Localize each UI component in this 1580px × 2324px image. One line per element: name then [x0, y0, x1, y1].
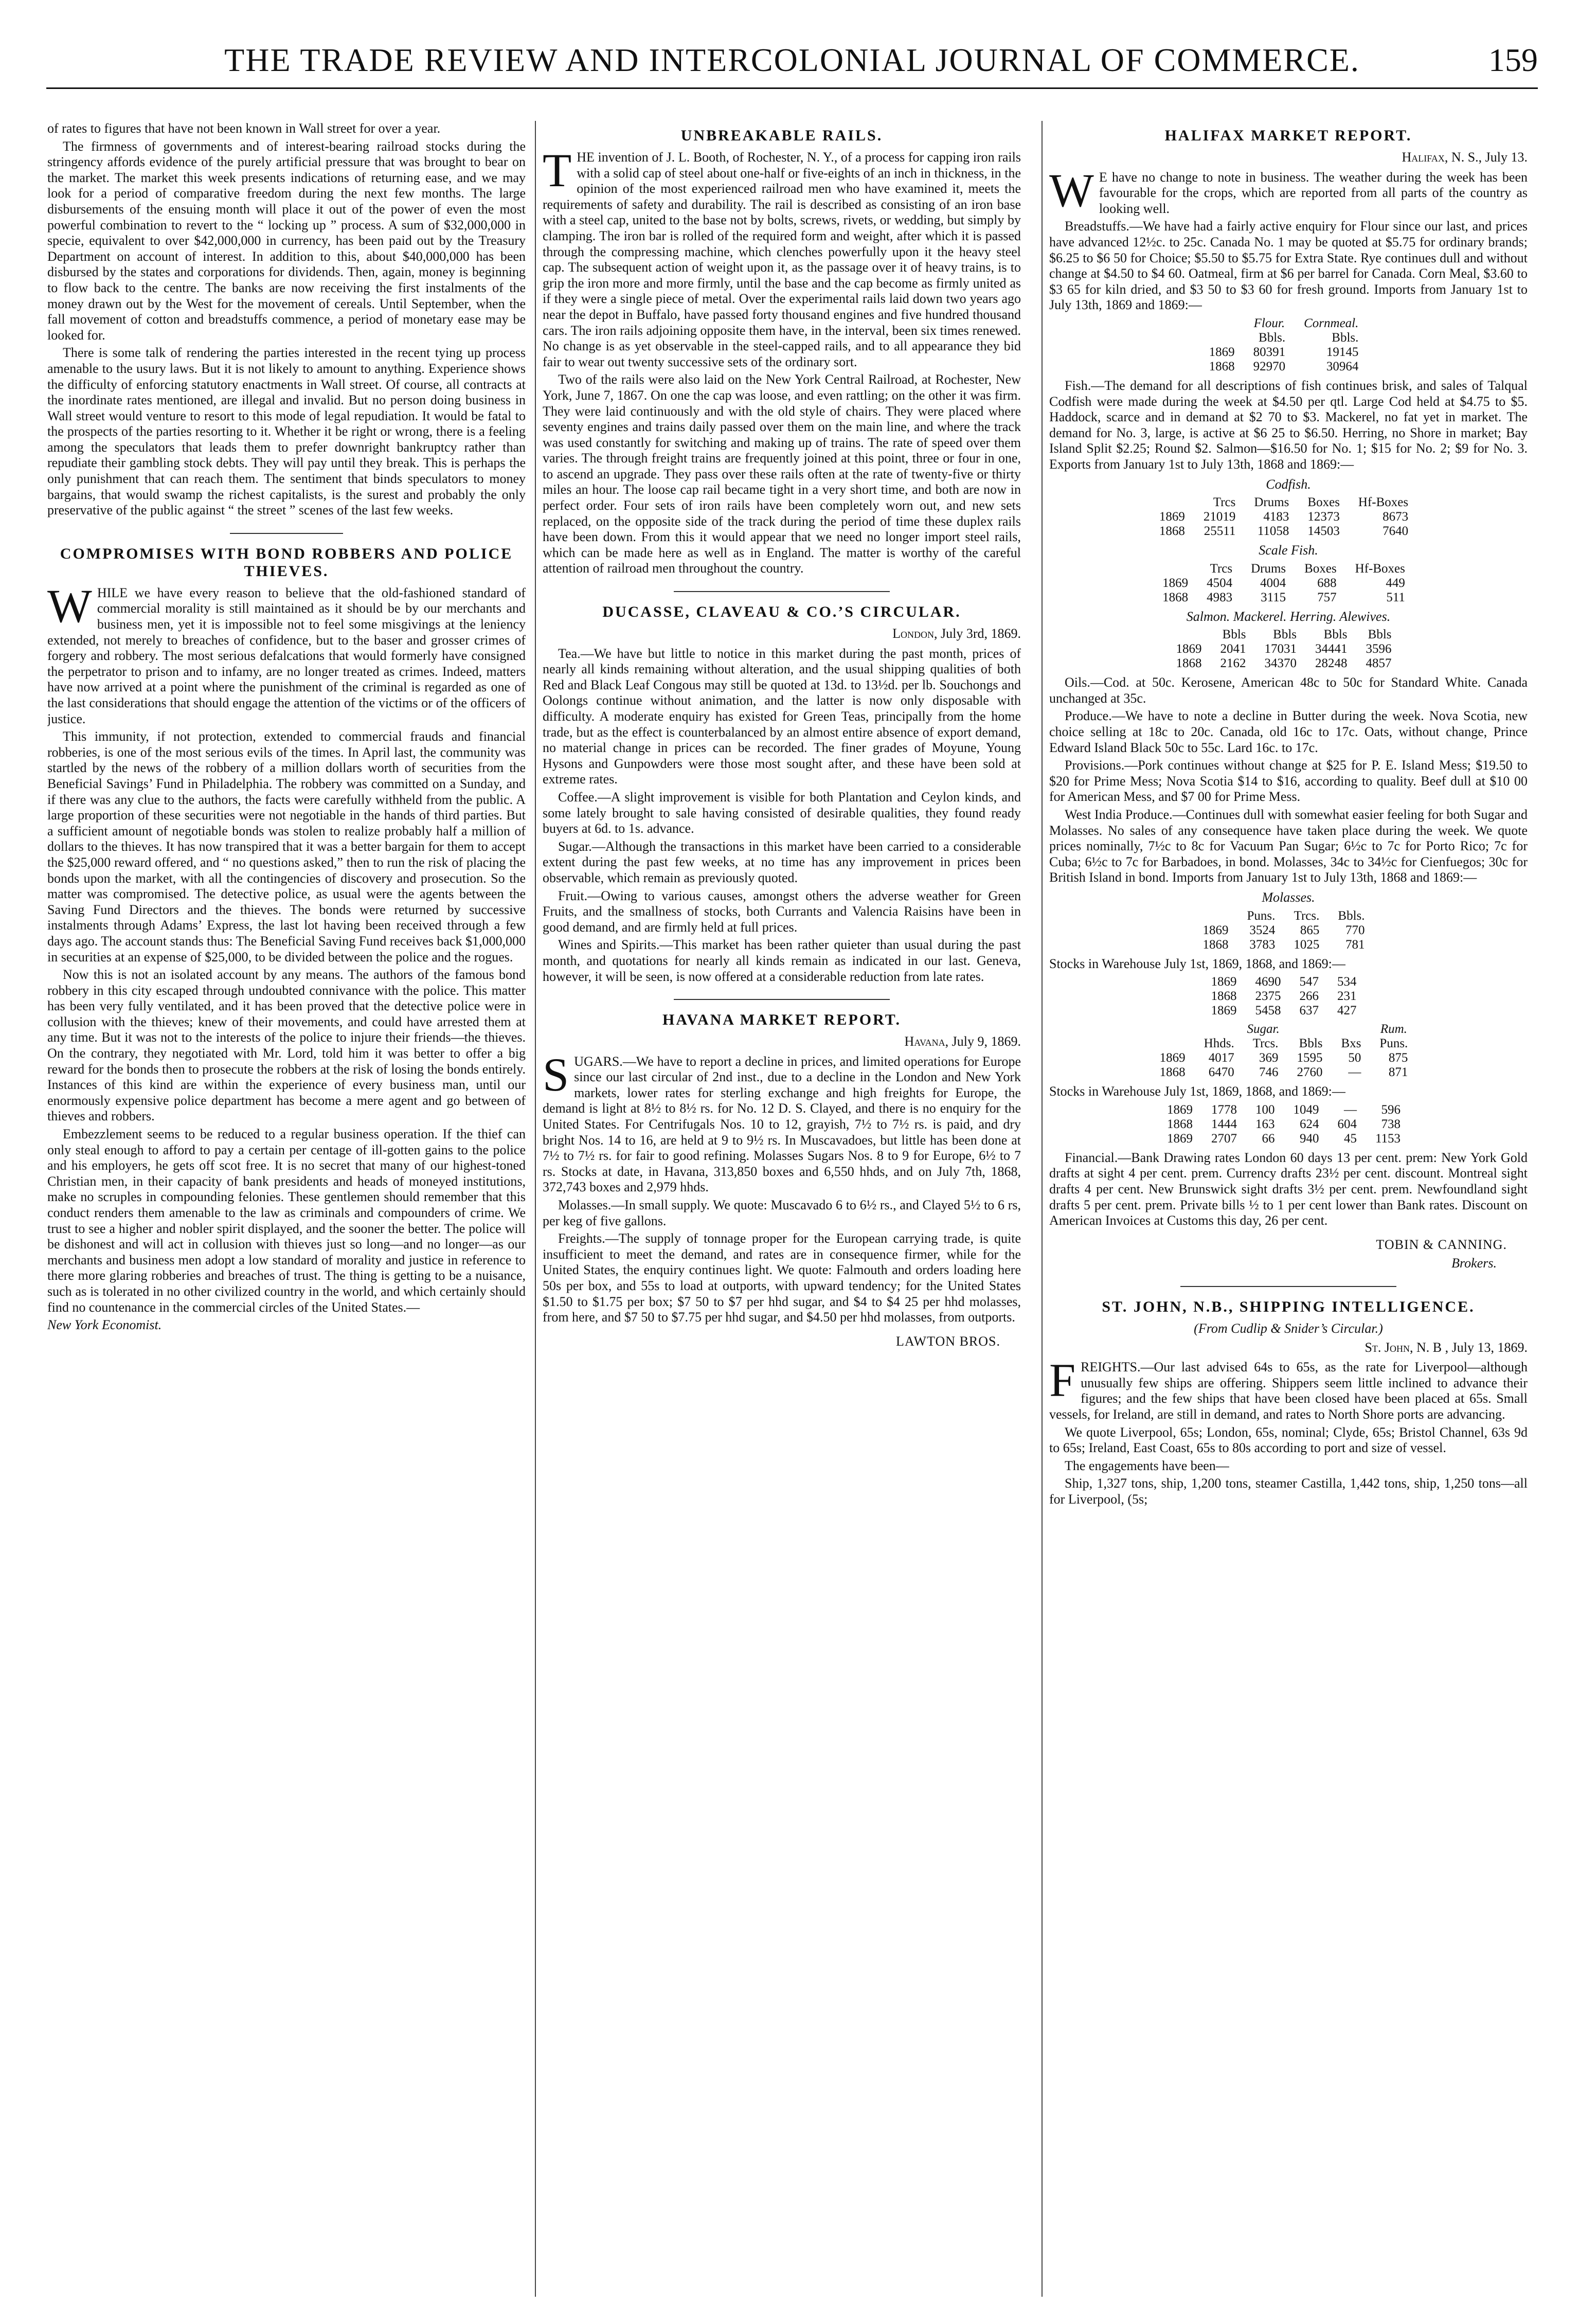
table-row [1159, 524, 1417, 539]
table-header: Boxes [1307, 495, 1340, 510]
table-row [1160, 1051, 1417, 1065]
paragraph: WE have no change to note in business. The weather during the week has been favourable for the crops, which are reported from all parts of the country as looking well. [1049, 164, 1528, 217]
table-cell: 511 [1386, 590, 1405, 604]
table-cell: 1868 [1202, 937, 1229, 952]
table-header: Hf-Boxes [1358, 495, 1409, 510]
stocks-table-sugar-rum [1167, 1103, 1410, 1146]
paragraph: Tea.—We have but little to notice in this market during the past month, prices of nearly all kinds remaining without alteration, and the usual shipping qualities of both Red and Black Leaf Congous may still be quoted at 13d. to 13½d. per lb. Souchongs and Oolongs continue without animation, and the latter is now only disposable with difficulty. A moderate enquiry has existed for Green Teas, principally from the home trade, but as the effect is counterbalanced by an almost entire absence of export demand, no material change in prices can be recorded. The finer grades of Moyune, Young Hysons and Gunpowders were those most sought after, and these have been sold at extreme rates. [543, 646, 1021, 787]
column-1 [47, 121, 526, 2302]
table-cell: 1869 [1202, 923, 1229, 937]
paragraph: Fruit.—Owing to various causes, amongst others the adverse weather for Green Fruits, and the smallness of stocks, both Currants and Valencia Raisins have been in good demand, and are firmly held at full prices. [543, 888, 1021, 935]
table-header: Drums [1251, 561, 1286, 576]
paragraph: Coffee.—A slight improvement is visible for both Plantation and Ceylon kinds, and some lately brought to sale having consisted of desirable qualities, they found ready buyers at 6d. to 1s. advance. [543, 789, 1021, 836]
table-cell [1209, 331, 1244, 345]
table-cell: 369 [1259, 1051, 1279, 1065]
table-cell: 770 [1345, 923, 1365, 937]
table-cell: 34441 [1315, 642, 1348, 656]
table-row [1167, 1117, 1410, 1132]
table-cell: 28248 [1315, 656, 1348, 671]
table-cell: 940 [1299, 1131, 1319, 1146]
table-header: Bxs [1341, 1036, 1361, 1051]
table-cell: 3596 [1366, 642, 1392, 656]
table-header: Hf-Boxes [1355, 561, 1405, 576]
table-cell: 30964 [1326, 359, 1359, 373]
table-header: Hhds. [1204, 1036, 1234, 1051]
table-cell: 163 [1255, 1117, 1275, 1131]
paragraph: Stocks in Warehouse July 1st, 1869, 1868, and 1869:— [1049, 956, 1345, 971]
table-header: Trcs [1213, 495, 1236, 510]
table-cell: 534 [1337, 975, 1357, 989]
table-header: Flour. [1253, 316, 1285, 330]
table-cell: 4690 [1255, 975, 1281, 989]
dateline [1049, 150, 1528, 166]
dateline [543, 1034, 1021, 1050]
table-cell: — [1343, 1102, 1357, 1117]
table-row [1162, 591, 1414, 605]
imports-table-flour [1209, 316, 1368, 374]
article-heading: HALIFAX MARKET REPORT. [1164, 127, 1412, 144]
table-cell: 596 [1381, 1102, 1401, 1117]
table-cell: 781 [1345, 937, 1365, 952]
dateline-place: Havana, [904, 1034, 949, 1049]
divider [1180, 1286, 1396, 1287]
paragraph: There is some talk of rendering the parties interested in the recent tying up process amenable to the usury laws. But it is not likely to amount to anything. Experience shows the difficulty of enforcing statutory enactments in Wall street. Of course, all contracts at the inordinate rates mentioned, are illegal and invalid. But no person doing business in Wall street would venture to resort to this mode of legal repudiation. It would be fatal to the prospects of the parties resorting to it. Whether it be right or wrong, there is a feeling among the speculators that leads them to prefer downright bankruptcy rather than repudiate their gambling stock debts. They will pay until they break. This is perhaps the only punishment that can reach them. The sentiment that binds speculators to money bargains, that would swamp the richest capitalists, is the surest and probably the only preservative of the public against “ the street ” scenes of the last few weeks. [47, 345, 526, 518]
table-row [1209, 345, 1368, 360]
paragraph: Provisions.—Pork continues without change at $25 for P. E. Island Mess; $19.50 to $20 for Prime Mess; Nova Scotia $14 to $16, according to quality. Beef dull at $10 00 for American Mess, and $7 00 for Prime Mess. [1049, 758, 1528, 805]
paragraph: Two of the rails were also laid on the New York Central Railroad, at Rochester, New York, June 7, 1867. On one the cap was loose, and even rattling; on the other it was firm. They were laid continuously and with the old style of chairs. They were placed where seventy engines and trains daily passed over them on the main line, and where the track was used constantly for switching and making up of trains. The rate of speed over them varies. The through freight trains are frequently joined at this point, three or four in one, to ascend an upgrade. They pass over these rails often at the rate of twenty-five or thirty miles an hour. The loose cap rail became tight in a very short time, and both are now in perfect order. Four sets of iron rails have been completely worn out, and new sets replaced, on the opposite side of the track during the period of time these duplex rails have been down. From this it would appear that we need no longer import steel rails, which can be made here as well as in England. The matter is worthy of the careful attention of railroad men throughout the country. [543, 372, 1021, 576]
table-unit: Bbls. [1259, 330, 1286, 345]
article-heading: DUCASSE, CLAVEAU & CO.’S CIRCULAR. [602, 603, 961, 621]
table-row [1211, 975, 1366, 989]
paragraph: Molasses.—In small supply. We quote: Muscavado 6 to 6½ rs., and Clayed 5½ to 6 rs, per keg of five gallons. [543, 1197, 1021, 1228]
paragraph: West India Produce.—Continues dull with somewhat easier feeling for both Sugar and Molasses. No sales of any consequence have taken place during the week. We quote prices nominally, 7½c to 8c for Vacuum Pan Sugar; 6½c to 7c for Porto Rico; 7c for Cuba; 6½c to 7c for Barbadoes, in bond. Molasses, 34c to 34½c for Cienfuegos; 30c for British Island in bond. Imports from January 1st to July 13th, 1868 and 1869:— [1049, 807, 1528, 885]
dateline-date: N. S., July 13. [1451, 150, 1528, 165]
column-rule [535, 121, 536, 2297]
table-cell: 1868 [1176, 656, 1202, 671]
table-cell: 1868 [1159, 1065, 1186, 1080]
table-cell [1162, 562, 1197, 576]
signature: TOBIN & CANNING. [1376, 1237, 1507, 1252]
paragraph: Embezzlement seems to be reduced to a regular business operation. If the thief can only steal enough to afford to pay a certain per centage of ill-gotten gains to the police and his employers, he gets off scot free. It is no secret that many of our highest-toned Christian men, in their capacity of bank presidents and heads of moneyed institutions, make no scruples in compounding felonies. These gentlemen should remember that this conduct renders them amenable to the law as criminals and compounders of crime. We trust to see a higher and nobler spirit displayed, and the sooner the better. The police will be dishonest and will act in collusion with thieves just so long—and no longer—as our merchants and business men adopt a low standard of morality and justice in reference to there more glaring robberies and breaches of trust. The thing is getting to be a nuisance, such as is tolerated in no other civilized country in the world, and which certainly should find no countenance in the commercial circles of the United States.— [47, 1127, 526, 1315]
table-cell: 1868 [1162, 590, 1189, 604]
paragraph: WHILE we have every reason to believe that the old-fashioned standard of commercial morality is still maintained as it should be by our merchants and business men, yet it is impossible not to feel some misgivings at the leniency extended, not merely to breaches of confidence, but to the baser and grosser crimes of forgery and robbery. The most serious defalcations that would formerly have consigned the perpetrator to prison and to infamy, are no longer treated as crimes. Indeed, matters have now arrived at a point where the punishment of the criminal is regarded as one of the last considerations that should engage the attention of the victims or of the officers of justice. [47, 579, 526, 726]
table-header: Trcs. [1294, 908, 1320, 923]
table-cell: 3783 [1249, 937, 1276, 952]
table-cell: 427 [1337, 1004, 1357, 1018]
table-caption: Codfish. [1266, 476, 1311, 492]
dateline-place: St. John, [1364, 1339, 1413, 1355]
table-cell: 4504 [1207, 576, 1233, 590]
divider [230, 533, 343, 534]
exports-table-salmon-mackerel [1176, 628, 1401, 671]
paragraph: Stocks in Warehouse July 1st, 1869, 1868, and 1869:— [1049, 1084, 1345, 1099]
table-cell: 14503 [1307, 524, 1340, 539]
table-cell: 547 [1299, 975, 1319, 989]
table-cell: 688 [1317, 576, 1337, 590]
table-caption: Molasses. [1262, 890, 1315, 905]
paragraph: Freights.—The supply of tonnage proper for the European carrying trade, is quite insufficient to meet the demand, and rates are in consequence firmer, while for the United States, the enquiry continues light. We quote: Falmouth and orders loading here 50s per box, and 55s to load at outports, with upward tendency; for the United States $1.50 to $1.75 per box; $7 50 to $7 per hhd sugar, and $4 to $4 25 per hhd molasses, from here, and $7 50 to $7.75 per hhd sugar, and $4.50 per hhd molasses, from outports. [543, 1231, 1021, 1325]
paragraph: Produce.—We have to note a decline in Butter during the week. Nova Scotia, new choice selling at 18c to 20c. Canada, old 16c to 17c. Oats, without change, Prince Edward Island Black 50c to 55c. Lard 16c. to 17c. [1049, 708, 1528, 755]
table-cell: 8673 [1382, 510, 1409, 524]
table-cell: 624 [1299, 1117, 1319, 1131]
paragraph: FREIGHTS.—Our last advised 64s to 65s, as the rate for Liverpool—although unusually few ships are offering. Shippers seem little inclined to advance their figures; and the few ships that have been closed have been placed at 65s. Small vessels, for Ireland, are still in demand, and rates to North Shore ports are advancing. [1049, 1354, 1528, 1422]
table-cell: 1025 [1294, 937, 1320, 952]
table-cell: — [1348, 1065, 1361, 1080]
table-cell: 1869 [1166, 1102, 1193, 1117]
table-cell: 757 [1317, 590, 1337, 604]
page-number: 159 [1488, 42, 1538, 78]
table-header: Sugar. [1247, 1022, 1280, 1036]
paragraph: SUGARS.—We have to report a decline in prices, and limited operations for Europe since our last circular of 2nd inst., due to a decline in the London and New York markets, lower rates for sterling exchange and high freights for Europe, the demand is light at 8½ to 8½ rs. for No. 12 D. S. Clayed, and there is no enquiry for the United States. For Centrifugals Nos. 10 to 12, grayish, 7½ to 7½ rs. is paid, and dry bright Nos. 14 to 16, are held at 9 to 9½ rs. In Muscavadoes, but little has been done at 7½ to 7½ rs. for fair to good refining. Molasses Sugars Nos. 8 to 9 for Europe, 6½ to 7 rs. Stocks at date, in Havana, 313,850 boxes and 6,550 hhds, and on July 7th, 1868, 372,743 boxes and 2,979 hhds. [543, 1048, 1021, 1195]
table-cell: 50 [1348, 1051, 1361, 1065]
table-cell: 25511 [1204, 524, 1236, 539]
signature-role: Brokers. [1451, 1256, 1497, 1271]
dateline [1049, 1340, 1528, 1356]
table-cell: 746 [1259, 1065, 1279, 1080]
article-heading: HAVANA MARKET REPORT. [662, 1011, 901, 1029]
table-cell: 3115 [1261, 590, 1286, 604]
dateline-date: July 3rd, 1869. [941, 626, 1021, 641]
table-cell: 4857 [1366, 656, 1392, 671]
table-cell: 1868 [1166, 1117, 1193, 1131]
table-cell: 1595 [1297, 1051, 1323, 1065]
paragraph: We quote Liverpool, 65s; London, 65s, nominal; Clyde, 65s; Bristol Channel, 63s 9d to 65s; Ireland, East Coast, 65s to 80s according to port and size of vessel. [1049, 1424, 1528, 1456]
table-cell: 80391 [1253, 345, 1286, 359]
table-cell: 2375 [1255, 989, 1281, 1004]
dateline-date: July 9, 1869. [951, 1034, 1021, 1049]
table-cell: 1869 [1209, 345, 1235, 359]
paragraph: Ship, 1,327 tons, ship, 1,200 tons, steamer Castilla, 1,442 tons, ship, 1,250 tons—all for Liverpool, (5s; [1049, 1476, 1528, 1507]
table-cell [1209, 316, 1244, 331]
table-cell: 1153 [1375, 1131, 1401, 1146]
table-header: Drums [1254, 495, 1289, 510]
table-row [1167, 1103, 1410, 1117]
paragraph: The engagements have been— [1065, 1458, 1229, 1473]
table-cell: 2041 [1220, 642, 1246, 656]
table-row [1159, 510, 1417, 524]
imports-table-molasses [1203, 909, 1374, 952]
table-cell [1176, 628, 1211, 642]
table-row [1167, 1132, 1410, 1146]
table-cell: 4017 [1208, 1051, 1234, 1065]
column-rule [1042, 121, 1043, 2297]
table-cell: 1869 [1162, 576, 1189, 590]
dateline-date: N. B , July 13, 1869. [1416, 1339, 1528, 1355]
table-cell: 1869 [1166, 1131, 1193, 1146]
table-row [1211, 1004, 1366, 1018]
table-cell: 2707 [1211, 1131, 1237, 1146]
dateline [543, 626, 1021, 642]
table-cell: 1868 [1159, 524, 1185, 539]
table-cell: 19145 [1326, 345, 1359, 359]
table-row [1160, 1065, 1417, 1080]
table-cell: 449 [1386, 576, 1405, 590]
table-row [1203, 923, 1374, 938]
paragraph: Wines and Spirits.—This market has been rather quieter than usual during the past month, and quotations for nearly all kinds remain as indicated in our last. Geneva, however, it will be seen, is now offered at a considerable reduction from late rates. [543, 937, 1021, 984]
table-cell [1159, 495, 1194, 510]
table-cell: 7640 [1382, 524, 1409, 539]
paragraph: of rates to figures that have not been known in Wall street for over a year. [47, 121, 441, 136]
table-cell: 21019 [1203, 510, 1236, 524]
table-cell: 1868 [1209, 359, 1235, 373]
table-cell: 1869 [1159, 1051, 1186, 1065]
table-cell: 5458 [1255, 1004, 1281, 1018]
paragraph: This immunity, if not protection, extended to commercial frauds and financial robberies, is one of the most serious evils of the times. In April last, the community was startled by the news of the robbery of a million dollars worth of securities from the Beneficial Savings’ Fund in Philadelphia. The robbery was committed on a Sunday, and if there was any clue to the authors, the facts were carefully withheld from the public. A large proportion of these securities were not negotiable in the hands of third parties. But a sufficient amount of negotiable bonds was stolen to realize probably half a million of dollars to the thieves. It has now transpired that it was a better bargain for them to accept the $25,000 reward offered, and “ no questions asked,” then to run the risk of placing the bonds upon the market, with all the contingencies of discovery and prosecution. So the matter was compromised. The detective police, as usual were the agents between the Saving Fund Directors and the thieves. The bonds were returned by successive instalments through Adams’ Express, the last lot having been received through a few days ago. The account stands thus: The Beneficial Saving Fund receives back $1,000,000 in securities at an expense of $25,000, to be divided between the police and the rogues. [47, 729, 526, 964]
table-unit: Bbls. [1332, 330, 1359, 345]
exports-table-codfish [1159, 495, 1417, 539]
table-header: Cornmeal. [1304, 316, 1359, 330]
table-row [1176, 656, 1401, 671]
stocks-table-molasses [1211, 975, 1366, 1018]
divider [674, 999, 890, 1000]
table-cell: 1049 [1293, 1102, 1319, 1117]
table-cell: 1869 [1176, 642, 1202, 656]
paragraph: Sugar.—Although the transactions in this market have been carried to a considerable extent during the past few weeks, at no time has any improvement in prices been observable, which remain as previously quoted. [543, 838, 1021, 885]
table-cell [1203, 909, 1238, 923]
table-cell: 1868 [1211, 989, 1237, 1004]
column-3 [1049, 121, 1528, 2302]
table-header: Puns. [1247, 908, 1276, 923]
table-cell: 1444 [1211, 1117, 1237, 1131]
table-cell: 738 [1381, 1117, 1401, 1131]
signature: LAWTON BROS. [895, 1333, 1000, 1349]
table-header: Bbls [1299, 1036, 1323, 1051]
table-cell: 875 [1388, 1051, 1408, 1065]
paragraph: Now this is not an isolated account by any means. The authors of the famous bond robbery in this city escaped through undoubted connivance with the police. This matter has been very fully ventilated, and it has been proved that the detective police were in collusion with the thieves; knew of their movements, and could have arrested them at any time. But it was not to the interests of the police to injure their friends—the thieves. On the contrary, they negotiated with Mr. Lord, told him it was better to offer a big reward for the bonds then to prosecute the robbers at the risk of losing the bonds entirely. Instances of this kind are within the experience of every business man, until our enormously expensive police department has become a mere agent and go between of thieves and robbers. [47, 967, 526, 1124]
paragraph: THE invention of J. L. Booth, of Rochester, N. Y., of a process for capping iron rails with a solid cap of steel about one-half or five-eights of an inch in thickness, in the opinion of the most experienced railroad men who have examined it, meets the requirements of safety and durability. The rail is described as consisting of an iron base with a steel cap, united to the base not by bolts, screws, rivets, or wedding, but simply by clamping. The iron bar is rolled of the required form and weight, after which it is passed through the compressing machine, which clenches powerfully upon it the heavy steel cap. The subsequent action of weight upon it, as the passage over it of heavy trains, is to grip the iron more and more firmly, until the base and the cap become as firmly united as if they were a single piece of metal. Over the experimental rails laid down two years ago near the depot in Buffalo, have passed forty thousand engines and five hundred thousand cars. The iron rails adjoining opposite them have, in the interval, been six times renewed. No change is as yet observable in the steel-capped rails, and to all appearance they bid fair to wear out twenty successive sets of the ordinary sort. [543, 144, 1021, 369]
article-credit: (From Cudlip & Snider’s Circular.) [1194, 1320, 1383, 1336]
table-cell: 6470 [1208, 1065, 1234, 1080]
table-row [1176, 642, 1401, 656]
table-cell: 2760 [1297, 1065, 1323, 1080]
table-cell: 66 [1262, 1131, 1275, 1146]
article-heading: COMPROMISES WITH BOND ROBBERS AND POLICE THIEVES. [60, 545, 513, 580]
table-header: Rum. [1380, 1022, 1407, 1036]
exports-table-scale-fish [1162, 562, 1414, 605]
table-header: Trcs. [1252, 1036, 1279, 1051]
table-cell: 2162 [1220, 656, 1246, 671]
paragraph: Oils.—Cod. at 50c. Kerosene, American 48c to 50c for Standard White. Canada unchanged at 35c. [1049, 675, 1528, 706]
table-caption: Salmon. Mackerel. Herring. Alewives. [1186, 609, 1391, 624]
table-cell: 11058 [1257, 524, 1289, 539]
table-header: Bbls [1222, 628, 1246, 642]
table-cell: 17031 [1264, 642, 1297, 656]
table-cell: 871 [1388, 1065, 1408, 1080]
table-cell [1160, 1036, 1195, 1051]
table-cell: 1869 [1159, 510, 1185, 524]
table-cell: 604 [1337, 1117, 1357, 1131]
table-cell: 3524 [1249, 923, 1276, 937]
table-cell: 637 [1299, 1004, 1319, 1018]
table-cell: 34370 [1264, 656, 1297, 671]
table-cell [1160, 1022, 1195, 1036]
dateline-place: Halifax, [1402, 150, 1448, 165]
table-header: Bbls [1323, 628, 1348, 642]
paragraph: Financial.—Bank Drawing rates London 60 days 13 per cent. prem: New York Gold drafts at sight 4 per cent. prem. Currency drafts 23½ per cent. discount. Montreal sight drafts 4 per cent. New Brunswick sight drafts 3½ per cent. prem. Newfoundland sight drafts 5 per cent. prem. Private bills ½ to 1 per cent lower than Bank rates. Discount on American Invoices at Customs this day, 26 per cent. [1049, 1150, 1528, 1228]
table-row [1209, 360, 1368, 374]
table-cell: 100 [1255, 1102, 1275, 1117]
page-header [46, 31, 1538, 89]
paragraph: The firmness of governments and of interest-bearing railroad stocks during the stringency affords evidence of the purely artificial pressure that was brought to bear on the market. The market this week presents indications of returning ease, and we may look for a period of comparative freedom during the next few months. The large disbursements of the ensuing month will place it out of the power of even the most powerful combination to revert to the “ locking up ” process. A sum of $32,000,000 in specie, equivalent to over $42,000,000 in currency, has been paid out by the Treasury Department on account of interest. In addition to this, about $40,000,000 has been disbursed by the states and corporations for dividends. Then, again, money is beginning to flow back to the centre. The banks are now receiving the first instalments of the money drawn out by the West for the movement of cereals. Until September, when the fall movement of cotton and breadstuffs commence, a period of monetary ease may be looked for. [47, 138, 526, 343]
paragraph: Breadstuffs.—We have had a fairly active enquiry for Flour since our last, and prices have advanced 12½c. to 25c. Canada No. 1 may be quoted at $5.75 for ordinary brands; $6.25 to $6 50 for Choice; $5.50 to $5.75 for Extra State. Rye continues dull and without change at $4.50 to $4 60. Oatmeal, firm at $6 per barrel for Canada. Corn Meal, $3.60 to $3 65 for kiln dried, and $3 50 to $3 60 for fresh ground. Imports from January 1st to July 13th, 1869 and 1869:— [1049, 219, 1528, 313]
table-cell: 231 [1337, 989, 1357, 1004]
journal-title: THE TRADE REVIEW AND INTERCOLONIAL JOURNAL OF COMMERCE. [224, 42, 1360, 78]
table-row [1211, 989, 1366, 1004]
table-header: Trcs [1210, 561, 1233, 576]
table-cell: 1869 [1211, 1004, 1237, 1018]
table-cell: 4004 [1260, 576, 1286, 590]
table-header: Bbls [1368, 628, 1392, 642]
table-cell: 1869 [1211, 975, 1237, 989]
table-header: Puns. [1379, 1036, 1408, 1051]
table-header: Bbls [1273, 628, 1297, 642]
table-cell: 865 [1300, 923, 1320, 937]
table-cell [1332, 1022, 1371, 1036]
table-cell: 12373 [1307, 510, 1340, 524]
table-caption: Scale Fish. [1259, 543, 1318, 558]
imports-table-sugar-rum [1160, 1022, 1417, 1080]
divider [674, 591, 890, 592]
table-cell: 4183 [1263, 510, 1289, 524]
column-2 [543, 121, 1021, 2302]
table-header: Bbls. [1338, 908, 1365, 923]
article-source: New York Economist. [47, 1317, 162, 1333]
dateline-place: London, [892, 626, 938, 641]
article-heading: UNBREAKABLE RAILS. [680, 127, 883, 144]
table-cell: 92970 [1253, 359, 1286, 373]
article-heading: ST. JOHN, N.B., SHIPPING INTELLIGENCE. [1102, 1298, 1475, 1315]
table-cell: 4983 [1207, 590, 1233, 604]
table-cell: 1778 [1211, 1102, 1237, 1117]
table-row [1162, 576, 1414, 591]
table-cell: 266 [1299, 989, 1319, 1004]
paragraph: Fish.—The demand for all descriptions of fish continues brisk, and sales of Talqual Codfish were made during the week at $4.50 per qtl. Large Cod held at $4.75 to $5. Haddock, scarce and in demand at $2 70 to $3. Mackerel, no fat yet in market. The demand for No. 3, large, is active at $6 25 to $6.50. Herring, no Shore in market; Bay Island Split $2.25; Round $2. Salmon—$16.50 for No. 1; $15 for No. 2; $9 for No. 3. Exports from January 1st to July 13th, 1868 and 1869:— [1049, 378, 1528, 472]
table-cell: 45 [1343, 1131, 1357, 1146]
table-row [1203, 938, 1374, 952]
table-header: Boxes [1304, 561, 1337, 576]
